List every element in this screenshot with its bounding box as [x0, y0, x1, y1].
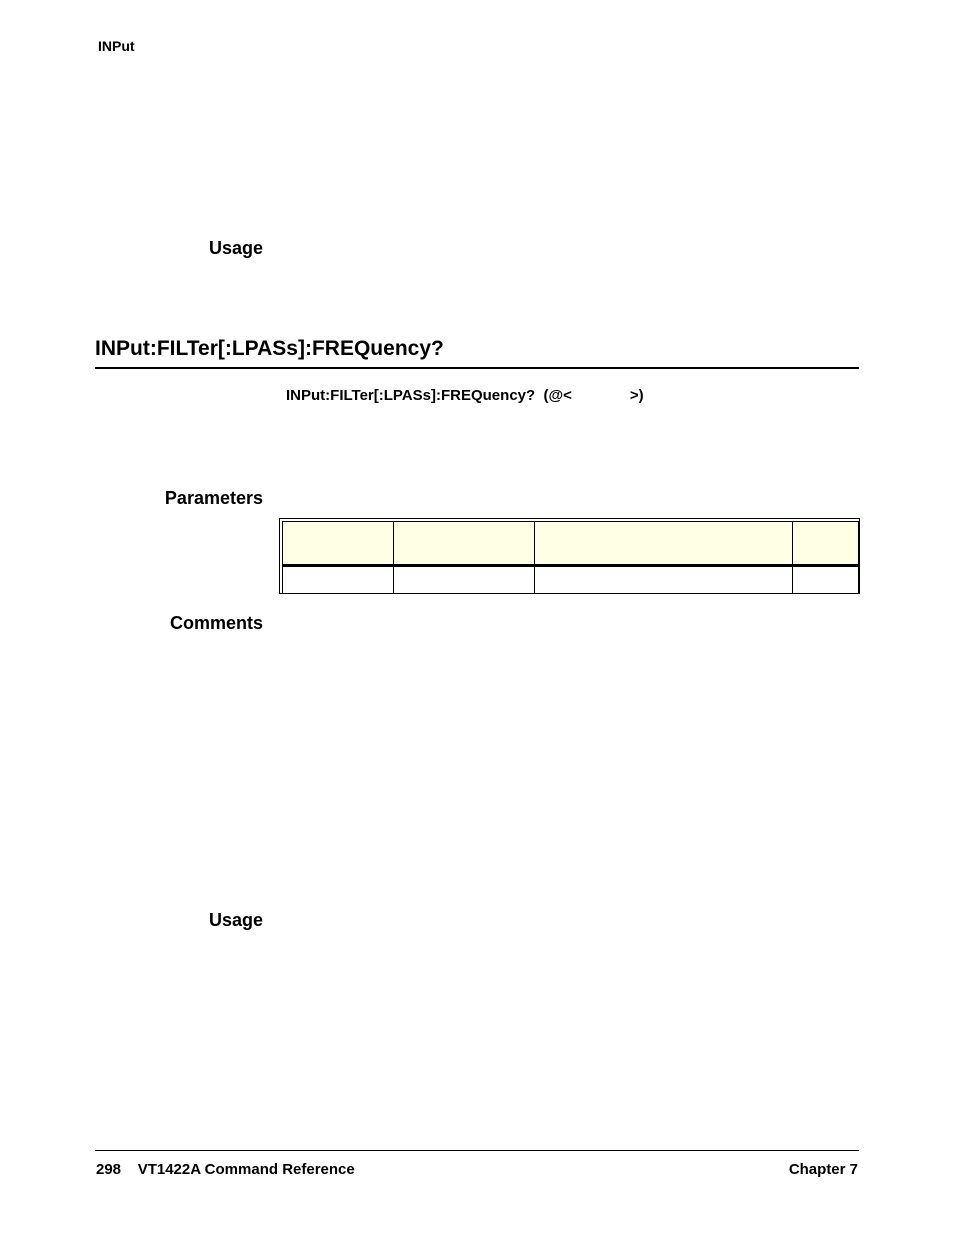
table-header-cell	[283, 522, 394, 566]
footer-left	[96, 1161, 355, 1178]
title-rule	[95, 367, 859, 369]
footer-rule	[95, 1150, 859, 1151]
table-header-cell	[535, 522, 793, 566]
parameters-table	[279, 518, 860, 594]
table-cell	[535, 566, 793, 594]
syntax-prefix: INPut:FILTer[:LPASs]:FREQuency? (@<	[286, 387, 572, 404]
command-title: INPut:FILTer[:LPASs]:FREQuency?	[95, 337, 444, 360]
table-header-cell	[793, 522, 859, 566]
running-head: INPut	[98, 38, 135, 54]
page-number: 298	[96, 1161, 122, 1178]
chapter-label: Chapter 7	[788, 1161, 858, 1178]
command-syntax	[286, 387, 644, 404]
table-row	[283, 566, 859, 594]
table-cell	[283, 566, 394, 594]
usage-label: Usage	[208, 238, 263, 258]
comments-label: Comments	[169, 613, 263, 633]
book-title: VT1422A Command Reference	[137, 1161, 355, 1178]
parameters-label: Parameters	[164, 488, 263, 508]
syntax-suffix: >)	[629, 387, 644, 404]
table-cell	[394, 566, 535, 594]
table-header-row	[283, 522, 859, 566]
table-header-cell	[394, 522, 535, 566]
table-cell	[793, 566, 859, 594]
usage-label: Usage	[208, 910, 263, 930]
